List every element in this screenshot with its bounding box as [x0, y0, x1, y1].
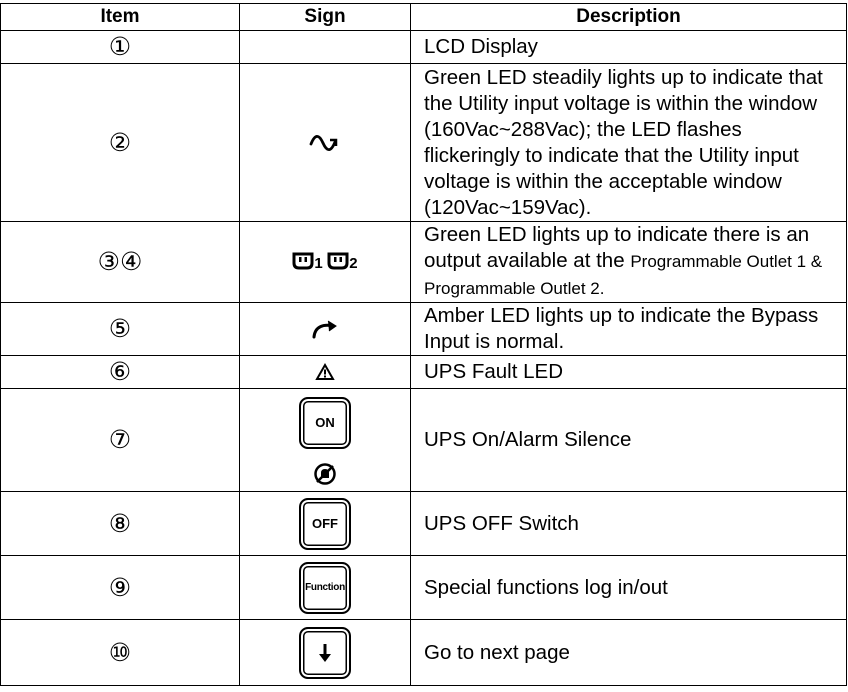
description: Green LED steadily lights up to indicate that the Utility input voltage is within the window (160Vac~288Vac); the LED flashes flickeringly to indicate that the Utility input voltage is within the acceptable window (120Vac~159Vac).	[411, 64, 847, 222]
description: Go to next page	[411, 620, 847, 686]
table-row	[1, 222, 847, 303]
function-button-icon: Function	[299, 562, 351, 614]
outlet-1-label: 1	[314, 255, 323, 273]
item-number: ⑩	[108, 637, 132, 667]
alarm-silence-icon	[313, 462, 337, 486]
item-number: ⑦	[108, 425, 132, 454]
programmable-outlet-2-icon	[327, 252, 358, 273]
item-number: ⑨	[108, 572, 132, 602]
description: UPS OFF Switch	[411, 492, 847, 556]
table-row	[1, 556, 847, 620]
description: Amber LED lights up to indicate the Bypass Input is normal.	[411, 303, 847, 356]
ac-sine-wave-icon	[308, 133, 342, 153]
table-row	[1, 356, 847, 389]
description	[411, 222, 847, 303]
description: Special functions log in/out	[411, 556, 847, 620]
item-number: ⑤	[108, 314, 132, 343]
table-row	[1, 492, 847, 556]
table-row	[1, 303, 847, 356]
item-number: ①	[108, 32, 132, 61]
led-function-table	[0, 3, 847, 686]
item-number: ②	[108, 127, 132, 157]
item-number: ⑥	[108, 357, 132, 386]
header-sign: Sign	[240, 4, 411, 31]
description-small: Programmable Outlet 1 & Programmable Outlet 2.	[424, 252, 823, 298]
header-item: Item	[1, 4, 240, 31]
table-row	[1, 620, 847, 686]
description-main: Green LED lights up to indicate there is an output available at the	[424, 223, 810, 272]
description: UPS Fault LED	[411, 356, 847, 389]
item-number: ⑧	[108, 508, 132, 538]
on-button-icon: ON	[299, 397, 351, 449]
down-arrow-button-icon	[299, 627, 351, 679]
off-button-icon: OFF	[299, 498, 351, 550]
header-description: Description	[411, 4, 847, 31]
table-row	[1, 64, 847, 222]
warning-triangle-icon	[315, 363, 335, 381]
item-number: ③④	[97, 247, 143, 276]
table-row	[1, 31, 847, 64]
description: UPS On/Alarm Silence	[411, 389, 847, 492]
description: LCD Display	[411, 31, 847, 64]
bypass-arrow-icon	[310, 318, 340, 340]
sign-cell-empty	[240, 31, 411, 64]
table-row	[1, 389, 847, 492]
header-row	[1, 4, 847, 31]
programmable-outlet-1-icon	[292, 252, 327, 273]
outlet-2-label: 2	[349, 255, 358, 273]
